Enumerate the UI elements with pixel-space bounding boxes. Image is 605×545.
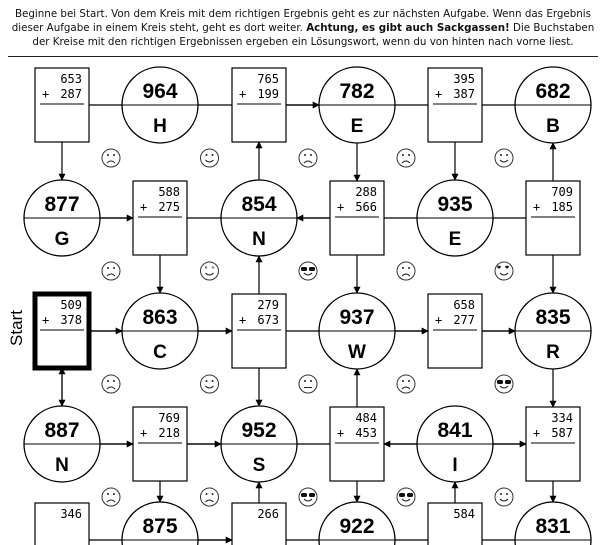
sad-face-icon — [102, 375, 120, 393]
task-first-number: 765 — [257, 72, 279, 86]
sad-face-icon — [102, 262, 120, 280]
result-circle — [515, 502, 591, 545]
task-box — [330, 407, 384, 481]
circle-number: 863 — [142, 306, 178, 329]
task-first-number: 484 — [355, 411, 377, 425]
sunglasses-face-icon — [299, 488, 317, 506]
circle-letter: H — [153, 116, 167, 137]
circle-letter: I — [452, 455, 458, 476]
plus-sign: + — [533, 200, 541, 214]
circle-letter: N — [252, 229, 266, 250]
circle-number: 875 — [142, 515, 178, 538]
circle-number: 831 — [535, 515, 571, 538]
frowning-face-icon — [201, 488, 219, 506]
result-circle — [122, 67, 198, 143]
task-box — [232, 68, 286, 142]
task-second-number: 453 — [355, 426, 377, 440]
circle-letter: E — [448, 229, 462, 250]
task-second-number: 378 — [60, 313, 82, 327]
plus-sign: + — [239, 87, 247, 101]
result-circle — [221, 180, 297, 256]
task-second-number: 587 — [551, 426, 573, 440]
sunglasses-face-icon — [299, 262, 317, 280]
result-circle — [24, 406, 100, 482]
task-first-number: 769 — [158, 411, 180, 425]
task-second-number: 277 — [453, 313, 475, 327]
result-circle — [417, 406, 493, 482]
instructions-part-1: Beginne bei Start. Von dem Kreis mit dem richtigen Ergebnis geht es zur nächsten Aufgabe. Wenn das Ergebnis dieser Aufgabe in einem Kreis steht, geht es dort weiter. — [11, 8, 592, 34]
circle-letter: B — [546, 116, 560, 137]
task-box — [35, 503, 89, 545]
task-first-number: 709 — [551, 185, 573, 199]
circle-letter: R — [546, 342, 560, 363]
task-first-number: 653 — [60, 72, 82, 86]
circle-number: 937 — [339, 306, 375, 329]
circle-letter: N — [55, 455, 69, 476]
task-box — [526, 181, 580, 255]
sad-face-icon — [299, 149, 317, 167]
circle-letter: S — [252, 455, 266, 476]
task-first-number: 584 — [453, 507, 475, 521]
heart-eyes-face-icon — [495, 262, 513, 280]
task-first-number: 279 — [257, 298, 279, 312]
sad-face-icon — [102, 149, 120, 167]
plus-sign: + — [239, 313, 247, 327]
task-box — [133, 407, 187, 481]
smiling-face-icon — [495, 149, 513, 167]
task-second-number: 673 — [257, 313, 279, 327]
result-circle — [122, 293, 198, 369]
task-second-number: 387 — [453, 87, 475, 101]
task-first-number: 509 — [60, 298, 82, 312]
result-circle — [24, 180, 100, 256]
plus-sign: + — [42, 313, 50, 327]
start-label: Start — [7, 310, 26, 346]
instructions-warning: Achtung, es gibt auch Sackgassen! — [306, 22, 510, 34]
plus-sign: + — [435, 313, 443, 327]
plus-sign: + — [337, 426, 345, 440]
plus-sign: + — [533, 426, 541, 440]
task-first-number: 266 — [257, 507, 279, 521]
task-first-number: 588 — [158, 185, 180, 199]
sunglasses-face-icon — [397, 488, 415, 506]
plus-sign: + — [140, 426, 148, 440]
task-second-number: 218 — [158, 426, 180, 440]
result-circle — [515, 67, 591, 143]
task-box — [232, 503, 286, 545]
result-circle — [122, 502, 198, 545]
task-box — [133, 181, 187, 255]
circle-letter: G — [54, 229, 70, 250]
task-first-number: 658 — [453, 298, 475, 312]
circle-number: 835 — [535, 306, 571, 329]
neutral-face-icon — [299, 375, 317, 393]
circle-number: 782 — [339, 80, 375, 103]
smiling-face-icon — [495, 488, 513, 506]
task-second-number: 199 — [257, 87, 279, 101]
plus-sign: + — [140, 200, 148, 214]
svg-text:*: * — [211, 265, 215, 273]
sad-face-icon — [102, 488, 120, 506]
sunglasses-face-icon — [495, 375, 513, 393]
instructions-part-2: Die Buchstaben der Kreise mit den richtigen Ergebnissen ergeben ein Lösungswort, wenn du von hinten nach vorne liest. — [32, 22, 595, 48]
result-circle — [319, 67, 395, 143]
circle-letter: W — [348, 342, 366, 363]
plus-sign: + — [42, 87, 50, 101]
result-circle — [515, 293, 591, 369]
plus-sign: + — [435, 87, 443, 101]
plus-sign: + — [337, 200, 345, 214]
start-task-box — [35, 294, 89, 368]
circle-number: 935 — [437, 193, 473, 216]
task-first-number: 395 — [453, 72, 475, 86]
circle-number: 952 — [241, 419, 277, 442]
circle-number: 887 — [44, 419, 80, 442]
circle-number: 682 — [535, 80, 571, 103]
circle-number: 877 — [44, 193, 80, 216]
result-circle — [221, 406, 297, 482]
circle-letter: C — [153, 342, 167, 363]
task-second-number: 185 — [551, 200, 573, 214]
circle-number: 841 — [437, 419, 473, 442]
task-first-number: 334 — [551, 411, 573, 425]
circle-letter: E — [350, 116, 364, 137]
task-box — [526, 407, 580, 481]
result-circle — [319, 502, 395, 545]
frowning-face-icon — [397, 262, 415, 280]
task-box — [428, 294, 482, 368]
task-box — [232, 294, 286, 368]
task-first-number: 288 — [355, 185, 377, 199]
circle-number: 854 — [241, 193, 277, 216]
task-first-number: 346 — [60, 507, 82, 521]
svg-text:*: * — [204, 265, 208, 273]
result-circle — [417, 180, 493, 256]
task-second-number: 566 — [355, 200, 377, 214]
result-circle — [319, 293, 395, 369]
task-box — [330, 181, 384, 255]
grinning-face-icon — [201, 149, 219, 167]
task-second-number: 275 — [158, 200, 180, 214]
task-second-number: 287 — [60, 87, 82, 101]
circle-number: 922 — [339, 515, 375, 538]
star-eyes-face-icon — [201, 262, 219, 280]
task-box — [35, 68, 89, 142]
task-box — [428, 68, 482, 142]
frowning-face-icon — [397, 149, 415, 167]
smiling-face-icon — [201, 375, 219, 393]
circle-number: 964 — [142, 80, 178, 103]
task-box — [428, 503, 482, 545]
sad-face-icon — [397, 375, 415, 393]
